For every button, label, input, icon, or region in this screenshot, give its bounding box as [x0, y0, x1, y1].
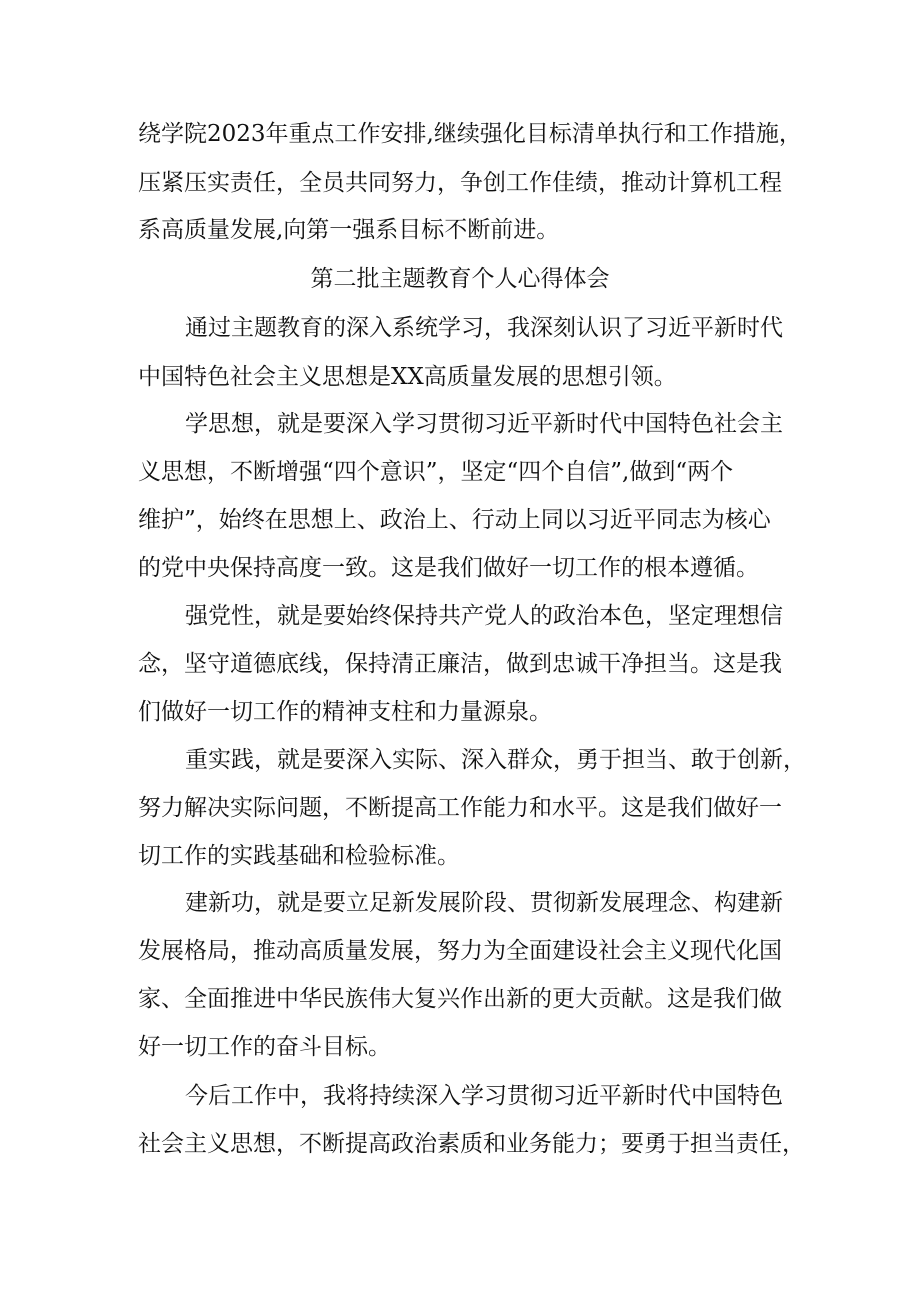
paragraph-line: 今后工作中，我将持续深入学习贯彻习近平新时代中国特色	[185, 1083, 783, 1109]
paragraph-line: 努力解决实际问题，不断提高工作能力和水平。这是我们做好一	[138, 795, 782, 821]
paragraph-line: 维护”，始终在思想上、政治上、行动上同以习近平同志为核心	[138, 507, 771, 533]
paragraph-line: 重实践，就是要深入实际、深入群众，勇于担当、敢于创新，	[185, 747, 806, 773]
paragraph-line: 发展格局，推动高质量发展，努力为全面建设社会主义现代化国	[138, 938, 782, 964]
paragraph-line: 义思想，不断增强“四个意识”，坚定“四个自信”,做到“两个	[138, 459, 734, 485]
paragraph-line: 家、全面推进中华民族伟大复兴作出新的更大贡献。这是我们做	[138, 986, 782, 1012]
continuation-line: 系高质量发展,向第一强系目标不断前进。	[138, 217, 560, 243]
continuation-line: 压紧压实责任，全员共同努力，争创工作佳绩，推动计算机工程	[138, 170, 782, 196]
paragraph-line: 念，坚守道德底线，保持清正廉洁，做到忠诚干净担当。这是我	[138, 651, 782, 677]
paragraph-line: 们做好一切工作的精神支柱和力量源泉。	[138, 699, 552, 725]
paragraph-line: 切工作的实践基础和检验标准。	[138, 843, 460, 869]
paragraph-line: 建新功，就是要立足新发展阶段、贯彻新发展理念、构建新	[185, 890, 783, 916]
paragraph-line: 的党中央保持高度一致。这是我们做好一切工作的根本遵循。	[138, 555, 759, 581]
paragraph-line: 好一切工作的奋斗目标。	[138, 1034, 391, 1060]
paragraph-line: 学思想，就是要深入学习贯彻习近平新时代中国特色社会主	[185, 411, 783, 437]
continuation-line: 绕学院2023年重点工作安排,继续强化目标清单执行和工作措施，	[138, 121, 802, 147]
paragraph-line: 中国特色社会主义思想是XX高质量发展的思想引领。	[138, 364, 677, 390]
paragraph-line: 社会主义思想，不断提高政治素质和业务能力；要勇于担当责任，	[138, 1131, 805, 1157]
paragraph-line: 强党性，就是要始终保持共产党人的政治本色，坚定理想信	[185, 603, 783, 629]
paragraph-line: 通过主题教育的深入系统学习，我深刻认识了习近平新时代	[185, 315, 783, 341]
document-title: 第二批主题教育个人心得体会	[310, 266, 610, 292]
